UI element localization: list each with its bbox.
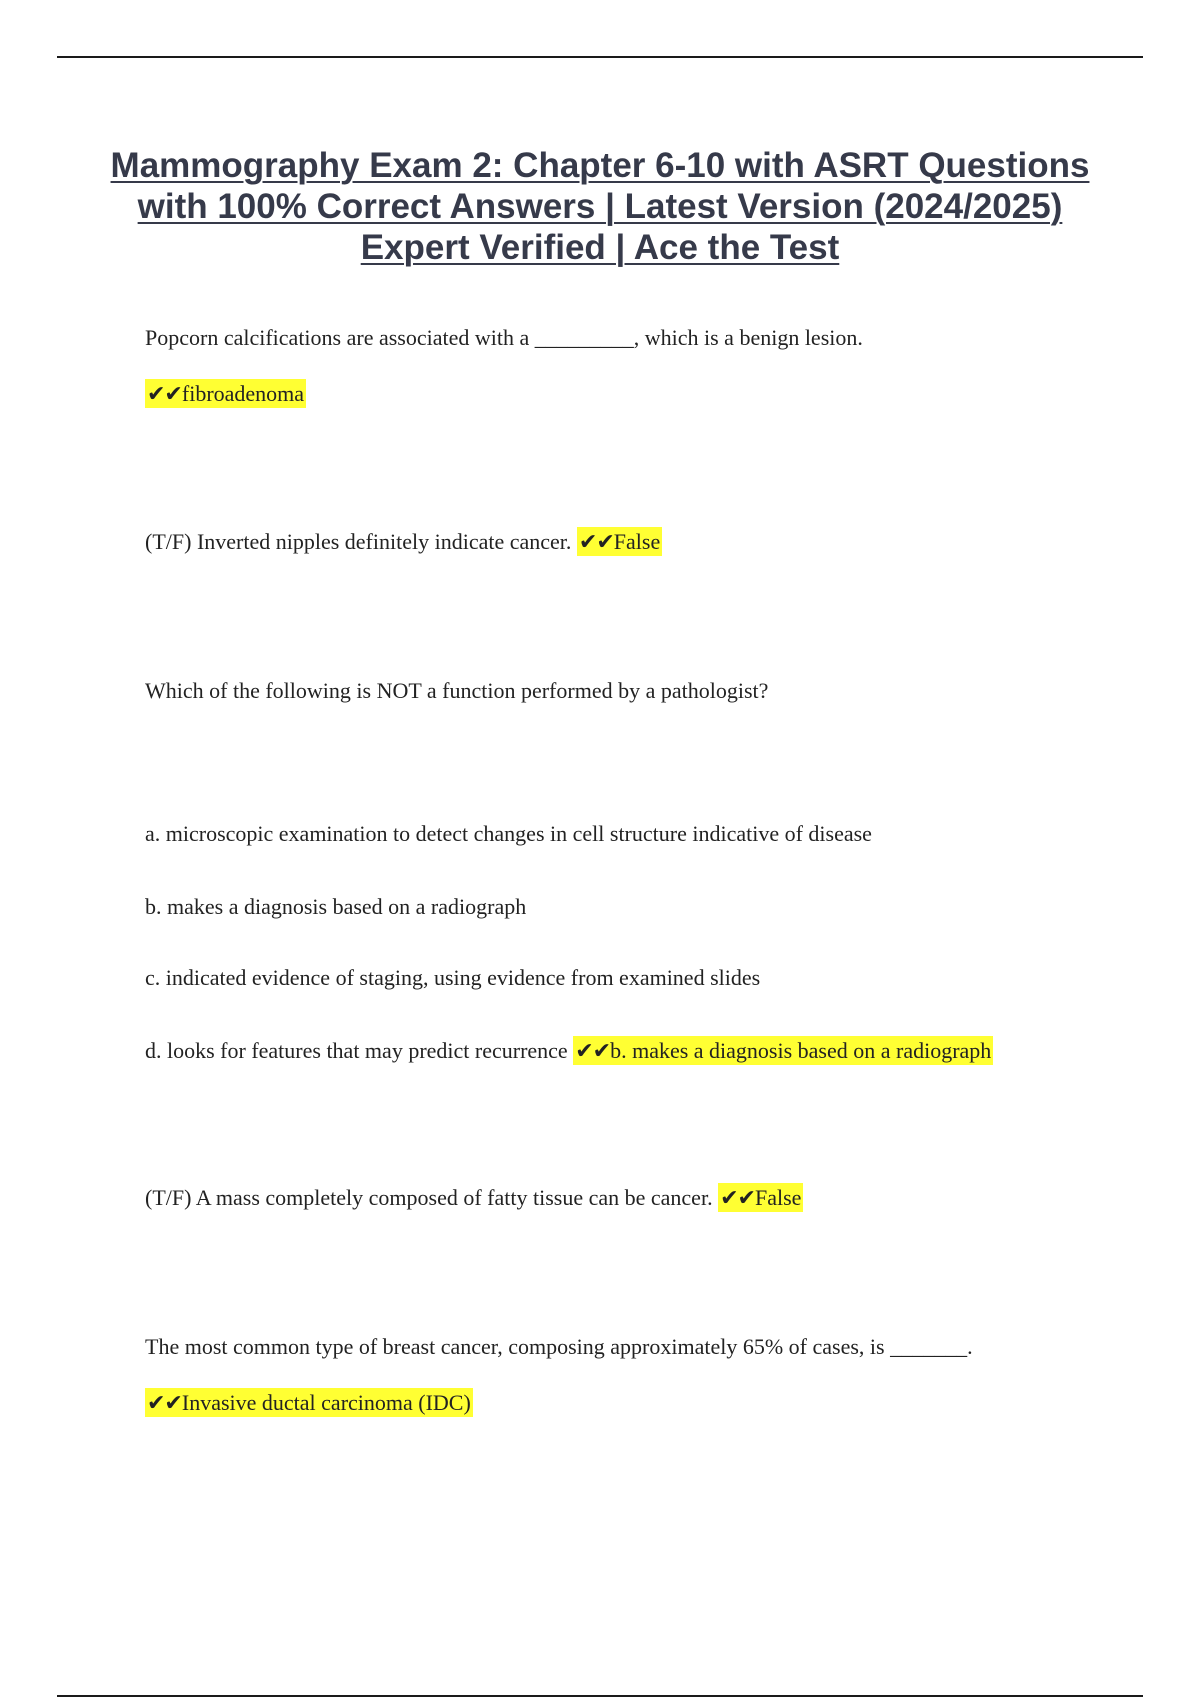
document-title: Mammography Exam 2: Chapter 6-10 with ASRT Questions with 100% Correct Answers | Latest Version (2024/2025) Expert Verified | Ace the Test <box>110 146 1090 267</box>
question-3-text: Which of the following is NOT a function performed by a pathologist? <box>145 678 769 703</box>
check-mark-icon: ✔✔ <box>147 1390 182 1415</box>
answer-text: fibroadenoma <box>181 381 305 406</box>
check-mark-icon: ✔✔ <box>147 381 182 406</box>
question-1-text: Popcorn calcifications are associated with a _________, which is a benign lesion. <box>145 325 863 350</box>
question-3-option-d <box>145 1036 993 1066</box>
top-rule <box>57 56 1143 58</box>
answer-text: False <box>613 529 661 554</box>
question-1-answer <box>145 379 306 409</box>
question-3-option-a: a. microscopic examination to detect changes in cell structure indicative of disease <box>145 821 872 846</box>
answer-text: Invasive ductal carcinoma (IDC) <box>181 1390 471 1415</box>
question-3-option-c: c. indicated evidence of staging, using evidence from examined slides <box>145 965 761 990</box>
bottom-rule <box>57 1695 1143 1697</box>
option-d-text: d. looks for features that may predict recurrence <box>145 1038 568 1063</box>
question-4 <box>145 1183 803 1213</box>
question-3-option-b: b. makes a diagnosis based on a radiograph <box>145 894 527 919</box>
answer-text: False <box>754 1185 802 1210</box>
check-mark-icon: ✔✔ <box>578 529 614 554</box>
answer-text: b. makes a diagnosis based on a radiograph <box>610 1038 992 1063</box>
question-2 <box>145 527 662 557</box>
question-5-text: The most common type of breast cancer, composing approximately 65% of cases, is _______. <box>145 1334 973 1359</box>
question-4-text: (T/F) A mass completely composed of fatty tissue can be cancer. <box>145 1185 713 1210</box>
check-mark-icon: ✔✔ <box>720 1185 755 1210</box>
question-5-answer <box>145 1388 473 1418</box>
question-2-text: (T/F) Inverted nipples definitely indicate cancer. <box>145 529 572 554</box>
check-mark-icon: ✔✔ <box>575 1038 611 1063</box>
